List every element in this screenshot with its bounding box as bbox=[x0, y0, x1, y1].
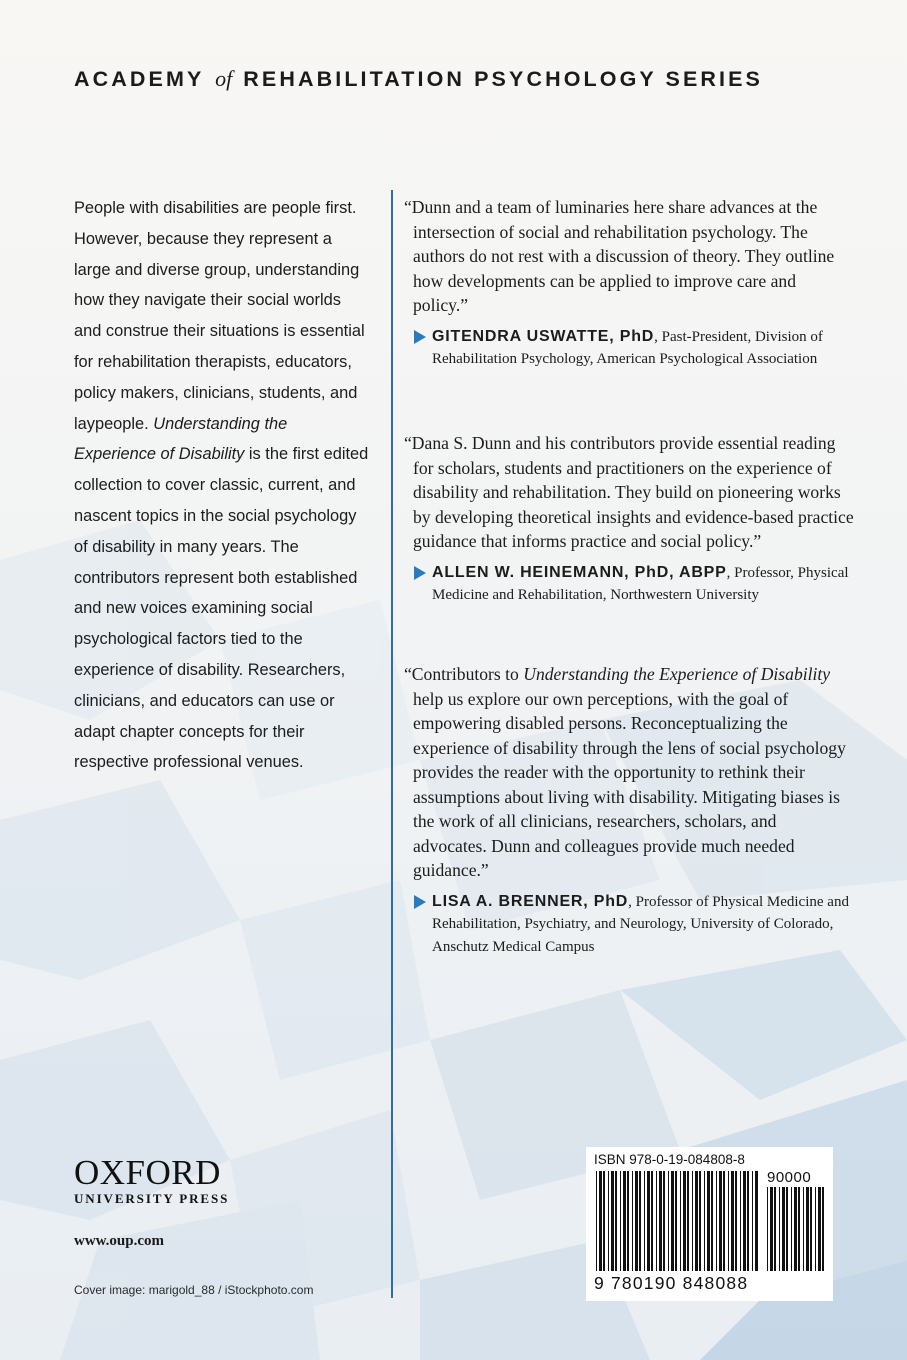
endorsement-quote: “Dana S. Dunn and his contributors provide essential reading for scholars, students and practitioners on the experience of disability and rehabilitation. They build on pioneering works by developing theoretical insights and evidence-based practice guidance that informs practice and social policy.” bbox=[404, 433, 854, 551]
barcode-bar bbox=[656, 1171, 657, 1271]
isbn-number: ISBN 978-0-19-084808-8 bbox=[594, 1152, 745, 1167]
description-text-2: is the first edited collection to cover classic, current, and nascent topics in the social psychology of disability in many years. The contributors represent both established and new voices examining social psychological factors tied to the experience of disability. Researchers, clinicians, and educators can use or adapt chapter concepts for their respective professional venues. bbox=[74, 445, 369, 772]
endorsement-attribution bbox=[404, 891, 854, 959]
barcode-bar bbox=[695, 1171, 698, 1271]
barcode-bar bbox=[632, 1171, 633, 1271]
barcode-bar bbox=[651, 1171, 653, 1271]
barcode-bar bbox=[752, 1171, 753, 1271]
barcode-bar bbox=[639, 1171, 641, 1271]
barcode-bar bbox=[818, 1187, 821, 1271]
barcode-bar bbox=[815, 1187, 816, 1271]
endorsement-1 bbox=[404, 195, 854, 371]
barcode-bar bbox=[755, 1171, 758, 1271]
barcode-bar bbox=[743, 1171, 746, 1271]
barcode-bar bbox=[782, 1187, 785, 1271]
endorsement-quote bbox=[404, 662, 854, 883]
barcode-bar bbox=[620, 1171, 621, 1271]
addon-barcode-bars bbox=[767, 1187, 825, 1271]
barcode-bar bbox=[731, 1171, 734, 1271]
barcode-bar bbox=[647, 1171, 650, 1271]
endorser-name: LISA A. BRENNER, PhD bbox=[432, 892, 629, 910]
column-divider bbox=[391, 190, 393, 1298]
barcode-bar bbox=[603, 1171, 605, 1271]
barcode-bar bbox=[794, 1187, 797, 1271]
series-title-right: REHABILITATION PSYCHOLOGY SERIES bbox=[243, 67, 763, 91]
triangle-bullet-icon bbox=[414, 566, 426, 580]
endorsement-3 bbox=[404, 662, 854, 958]
barcode-bar bbox=[687, 1171, 689, 1271]
book-description bbox=[74, 193, 372, 778]
endorsement-quote: “Dunn and a team of luminaries here share advances at the intersection of social and rehabilitation psychology. The authors do not rest with a discussion of theory. They outline how developments can be applied to improve care and policy.” bbox=[404, 197, 835, 315]
endorser-affiliation: , Past-President, Division of Rehabilitation Psychology, American Psychological Association bbox=[432, 328, 823, 367]
barcode-bar bbox=[735, 1171, 737, 1271]
barcode-bar bbox=[635, 1171, 638, 1271]
barcode-bar bbox=[599, 1171, 602, 1271]
barcode-bar bbox=[659, 1171, 662, 1271]
triangle-bullet-icon bbox=[414, 895, 426, 909]
barcode-bar bbox=[627, 1171, 629, 1271]
barcode-bar bbox=[611, 1171, 614, 1271]
barcode-bar bbox=[791, 1187, 792, 1271]
barcode-bar bbox=[786, 1187, 788, 1271]
barcode-bar bbox=[615, 1171, 617, 1271]
endorsement-attribution bbox=[404, 562, 854, 607]
publisher-subname: UNIVERSITY PRESS bbox=[74, 1191, 230, 1206]
barcode-bar bbox=[683, 1171, 686, 1271]
barcode-bar bbox=[779, 1187, 780, 1271]
barcode-bar bbox=[810, 1187, 812, 1271]
barcode-bar bbox=[692, 1171, 693, 1271]
quote-text-1: “Contributors to bbox=[404, 664, 524, 684]
barcode-bar bbox=[740, 1171, 741, 1271]
barcode-bar bbox=[644, 1171, 645, 1271]
triangle-bullet-icon bbox=[414, 330, 426, 344]
barcode-bar bbox=[699, 1171, 701, 1271]
isbn-barcode bbox=[586, 1147, 833, 1301]
barcode-bar bbox=[671, 1171, 674, 1271]
cover-image-credit: Cover image: marigold_88 / iStockphoto.com bbox=[74, 1283, 314, 1297]
endorser-affiliation: , Professor of Physical Medicine and Rehabilitation, Psychiatry, and Neurology, University of Colorado, Anschutz Medical Campus bbox=[432, 893, 849, 955]
barcode-bar bbox=[728, 1171, 729, 1271]
series-title-of: of bbox=[215, 66, 233, 91]
barcode-bar bbox=[822, 1187, 824, 1271]
description-book-title: Understanding the Experience of Disability bbox=[74, 414, 288, 464]
publisher-url[interactable]: www.oup.com bbox=[74, 1233, 165, 1249]
barcode-bar bbox=[806, 1187, 809, 1271]
barcode-bar bbox=[747, 1171, 749, 1271]
series-title-left: ACADEMY bbox=[74, 67, 205, 91]
barcode-bar bbox=[707, 1171, 710, 1271]
barcode-bar bbox=[668, 1171, 669, 1271]
ean-digits: 9 780190 848088 bbox=[594, 1273, 749, 1293]
endorsement-attribution bbox=[404, 326, 854, 371]
barcode-bar bbox=[770, 1187, 773, 1271]
barcode-bar bbox=[798, 1187, 800, 1271]
publisher-name: OXFORD bbox=[74, 1153, 221, 1192]
barcode-bar bbox=[803, 1187, 804, 1271]
barcode-bar bbox=[675, 1171, 677, 1271]
series-title bbox=[74, 66, 854, 92]
barcode-bar bbox=[716, 1171, 717, 1271]
barcode-bar bbox=[596, 1171, 597, 1271]
endorser-affiliation: , Professor, Physical Medicine and Rehabilitation, Northwestern University bbox=[432, 564, 849, 603]
endorsement-2 bbox=[404, 431, 854, 607]
barcode-bar bbox=[663, 1171, 665, 1271]
barcode-bar bbox=[608, 1171, 609, 1271]
barcode-bar bbox=[719, 1171, 722, 1271]
description-text-1: People with disabilities are people first. However, because they represent a large and diverse group, understanding how they navigate their social worlds and construe their situations is essential for rehabilitation therapists, educators, policy makers, clinicians, students, and laypeople. bbox=[74, 199, 365, 433]
price-code: 90000 bbox=[767, 1169, 812, 1186]
barcode-bar bbox=[680, 1171, 681, 1271]
barcode-bars bbox=[596, 1171, 758, 1271]
publisher-logo bbox=[74, 1155, 229, 1207]
barcode-bar bbox=[623, 1171, 626, 1271]
barcode-bar bbox=[723, 1171, 725, 1271]
quote-text-2: help us explore our own perceptions, with the goal of empowering disabled persons. Reconceptualizing the experience of disability through the lens of social psychology provides the reader with the opportunity to rethink their assumptions about living with disability. Mitigating biases is the work of all clinicians, researchers, scholars, and advocates. Dunn and colleagues provide much needed guidance.” bbox=[413, 688, 846, 880]
barcode-bar bbox=[704, 1171, 705, 1271]
quote-book-title: Understanding the Experience of Disability bbox=[523, 664, 831, 684]
barcode-bar bbox=[767, 1187, 768, 1271]
endorser-name: GITENDRA USWATTE, PhD bbox=[432, 327, 655, 345]
endorser-name: ALLEN W. HEINEMANN, PhD, ABPP bbox=[432, 563, 727, 581]
barcode-bar bbox=[711, 1171, 713, 1271]
barcode-bar bbox=[774, 1187, 776, 1271]
